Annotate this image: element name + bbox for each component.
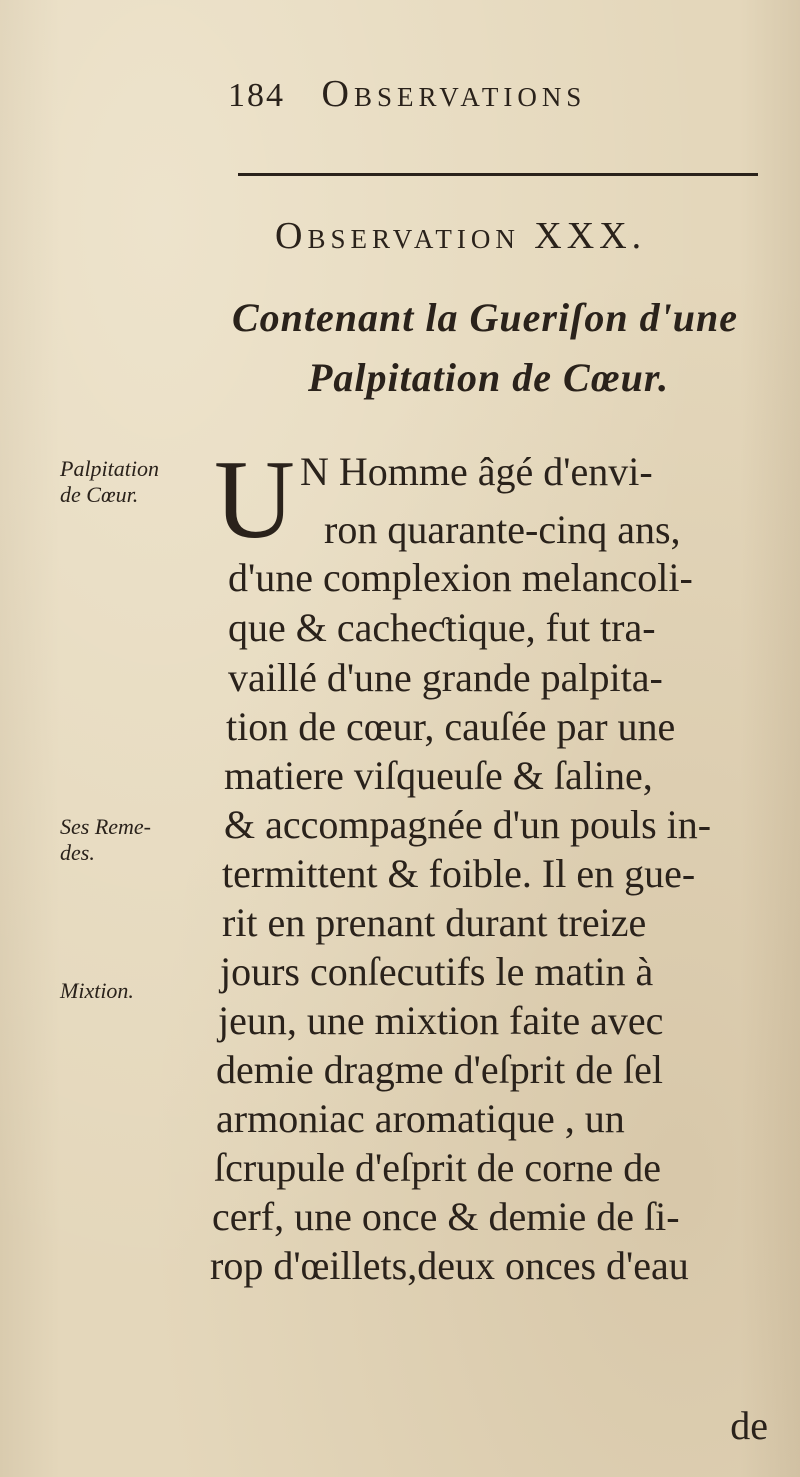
subtitle-line-1: Contenant la Gueriſon d'une — [232, 295, 739, 340]
margin-note-mixtion — [60, 978, 134, 1004]
margin-note-line: Mixtion. — [60, 978, 134, 1003]
margin-note-line: Palpitation — [60, 456, 159, 481]
margin-note-line: de Cœur. — [60, 482, 139, 507]
observation-heading: Observation XXX. — [275, 215, 647, 257]
margin-note-remedes — [60, 814, 151, 866]
catchword: de — [730, 1403, 768, 1448]
margin-note-palpitation — [60, 456, 159, 508]
header-rule — [238, 173, 758, 176]
running-head — [228, 72, 688, 122]
running-title: Observations — [321, 73, 587, 115]
subtitle-line-2: Palpitation de Cœur. — [308, 355, 670, 400]
page-number: 184 — [228, 77, 285, 114]
book-page: 184 Observations Observation XXX. Contenant la Gueriſon d'une Palpitation de Cœur. Palpitation de Cœur. Ses Reme- des. Mixtion. U N Homme âgé d'envi- ron quarante-cinq ans, d'une complexion melancoli- que & cacheƈtique, fut tra- vaillé d'une grande palpita- tion de cœur, cauſée par une matiere viſqueuſe & ſaline, & accompagnée d'un pouls in- termittent & foible. Il en gue- rit en prenant durant treize jours conſecutifs le matin à jeun, une mixtion faite avec demie dragme d'eſprit de ſel armoniac aromatique , un ſcrupule d'eſprit de corne de cerf, une once & demie de ſi- rop d'œillets,deux onces d'eau de — [0, 0, 800, 1477]
drop-cap: U — [214, 438, 295, 562]
margin-note-line: des. — [60, 840, 95, 865]
margin-note-line: Ses Reme- — [60, 814, 152, 839]
